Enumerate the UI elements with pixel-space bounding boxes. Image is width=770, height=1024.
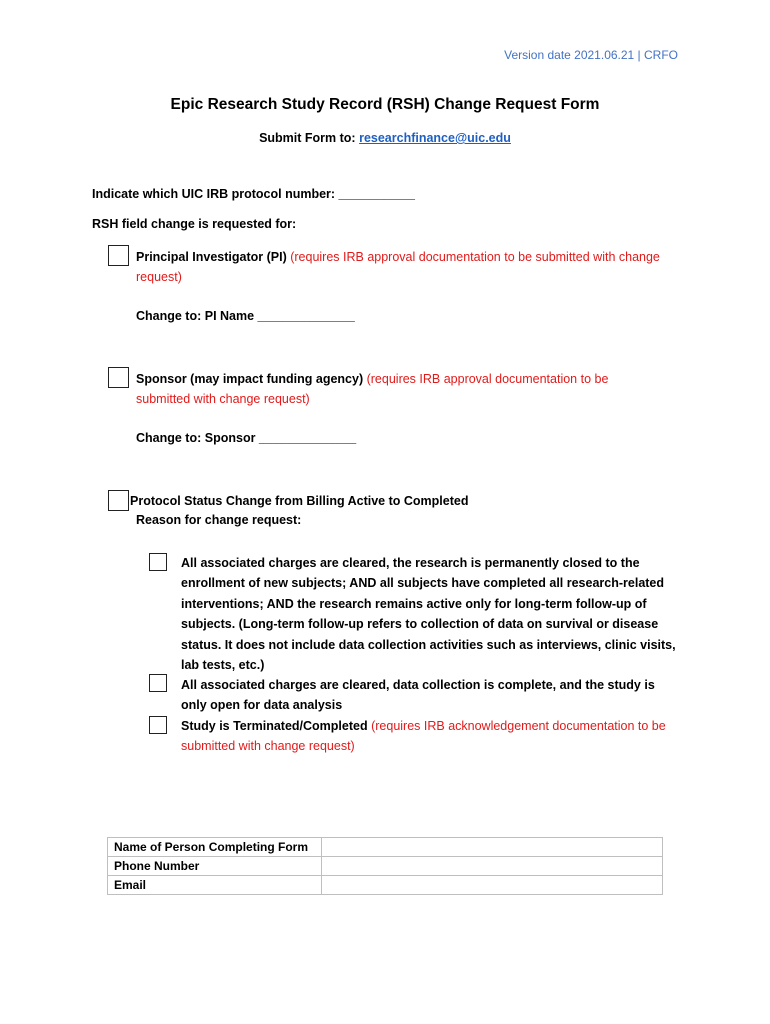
sponsor-checkbox[interactable]	[108, 367, 129, 388]
status-change-checkbox[interactable]	[108, 490, 129, 511]
pi-option-label: Principal Investigator (PI)	[136, 250, 287, 264]
submit-line	[0, 131, 770, 145]
sponsor-option-label: Sponsor (may impact funding agency)	[136, 372, 364, 386]
reason-2-checkbox[interactable]	[149, 674, 167, 692]
submit-email-link[interactable]: researchfinance@uic.edu	[359, 131, 511, 145]
reason-label: Reason for change request:	[136, 513, 302, 527]
table-row	[108, 876, 663, 895]
version-date: Version date 2021.06.21 | CRFO	[504, 48, 678, 62]
sponsor-option-note: (requires IRB approval documentation to be submitted with change request)	[136, 372, 609, 406]
sponsor-option	[136, 369, 656, 409]
reason-1-text: All associated charges are cleared, the research is permanently closed to the enrollment of new subjects; AND all subjects have completed all research-related interventions; AND the research remains active only for long-term follow-up of subjects. (Long-term follow-up refers to collection of data on survival or disease status. It does not include data collection activities such as interviews, clinic visits, lab tests, etc.)	[181, 556, 676, 673]
status-change-option	[130, 491, 670, 511]
name-label-cell: Name of Person Completing Form	[108, 838, 322, 857]
status-change-label: Protocol Status Change from Billing Active to Completed	[130, 494, 469, 508]
field-change-question: RSH field change is requested for:	[92, 217, 297, 231]
reason-3-text	[181, 716, 681, 757]
irb-protocol-question: Indicate which UIC IRB protocol number: ___________	[92, 187, 416, 201]
form-title: Epic Research Study Record (RSH) Change Request Form	[170, 96, 600, 113]
reason-1-checkbox[interactable]	[149, 553, 167, 571]
reason-3-label: Study is Terminated/Completed	[181, 719, 368, 733]
name-input-cell[interactable]	[322, 838, 663, 857]
reason-3-checkbox[interactable]	[149, 716, 167, 734]
pi-change-to: Change to: PI Name ______________	[136, 309, 355, 323]
pi-option-note: (requires IRB approval documentation to be submitted with change request)	[136, 250, 660, 284]
reason-2-text: All associated charges are cleared, data collection is complete, and the study is only open for data analysis	[181, 678, 655, 713]
submit-label: Submit Form to:	[259, 131, 356, 145]
phone-input-cell[interactable]	[322, 857, 663, 876]
contact-info-table	[107, 837, 663, 895]
table-row	[108, 838, 663, 857]
reason-3-note: (requires IRB acknowledgement documentation to be submitted with change request)	[181, 719, 666, 754]
phone-label-cell: Phone Number	[108, 857, 322, 876]
sponsor-change-to: Change to: Sponsor ______________	[136, 431, 357, 445]
table-row	[108, 857, 663, 876]
email-label-cell: Email	[108, 876, 322, 895]
pi-checkbox[interactable]	[108, 245, 129, 266]
email-input-cell[interactable]	[322, 876, 663, 895]
pi-option	[136, 247, 668, 287]
